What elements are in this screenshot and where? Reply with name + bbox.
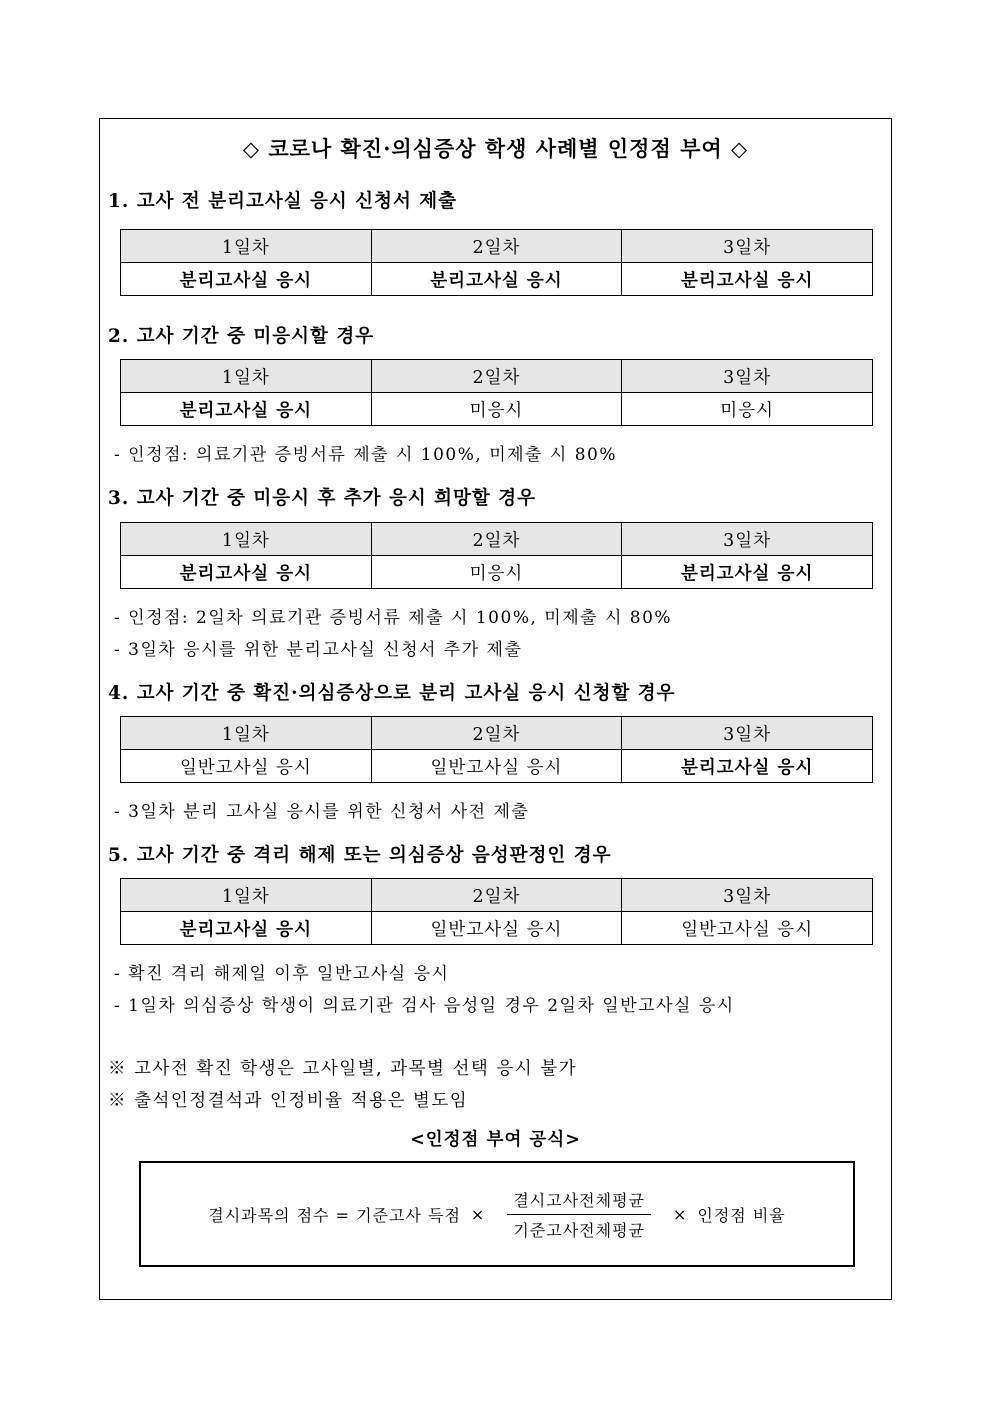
- table-header-row: [121, 717, 873, 750]
- day-1-header: 1일차: [121, 230, 372, 263]
- formula-box: [139, 1161, 855, 1267]
- day-2-value: 일반고사실 응시: [371, 750, 622, 783]
- times-symbol: ×: [672, 1204, 688, 1224]
- day-3-header: 3일차: [622, 717, 873, 750]
- day-3-value: 분리고사실 응시: [622, 750, 873, 783]
- table-header-row: [121, 230, 873, 263]
- formula-lhs: 결시과목의 점수 = 기준고사 득점: [208, 1205, 461, 1225]
- day-3-value: 분리고사실 응시: [622, 556, 873, 589]
- day-3-header: 3일차: [622, 230, 873, 263]
- formula-expression: [141, 1163, 853, 1265]
- section-1-heading: 1. 고사 전 분리고사실 응시 신청서 제출: [108, 191, 458, 212]
- table-value-row: [121, 912, 873, 945]
- section-5-note-1: - 확진 격리 해제일 이후 일반고사실 응시: [114, 964, 450, 984]
- day-1-header: 1일차: [121, 717, 372, 750]
- table-header-row: [121, 879, 873, 912]
- day-1-value: 분리고사실 응시: [121, 912, 372, 945]
- section-2-table: [120, 359, 873, 426]
- section-2-heading: 2. 고사 기간 중 미응시할 경우: [108, 326, 375, 347]
- day-1-header: 1일차: [121, 879, 372, 912]
- table-value-row: [121, 556, 873, 589]
- table-value-row: [121, 263, 873, 296]
- day-3-header: 3일차: [622, 879, 873, 912]
- day-1-value: 분리고사실 응시: [121, 393, 372, 426]
- formula-title: <인정점 부여 공식>: [410, 1130, 581, 1150]
- remark-2: ※ 출석인정결석과 인정비율 적용은 별도임: [108, 1091, 469, 1111]
- section-5-table: [120, 878, 873, 945]
- times-symbol: ×: [470, 1204, 486, 1224]
- section-4-note-1: - 3일차 분리 고사실 응시를 위한 신청서 사전 제출: [114, 802, 530, 822]
- section-3-note-1: - 인정점: 2일차 의료기관 증빙서류 제출 시 100%, 미제출 시 80%: [114, 608, 673, 628]
- section-5-note-2: - 1일차 의심증상 학생이 의료기관 검사 음성일 경우 2일차 일반고사실 응시: [114, 996, 735, 1016]
- day-1-value: 일반고사실 응시: [121, 750, 372, 783]
- table-header-row: [121, 523, 873, 556]
- section-5-heading: 5. 고사 기간 중 격리 해제 또는 의심증상 음성판정인 경우: [108, 845, 612, 866]
- day-1-header: 1일차: [121, 523, 372, 556]
- table-value-row: [121, 750, 873, 783]
- day-2-header: 2일차: [371, 523, 622, 556]
- day-1-value: 분리고사실 응시: [121, 556, 372, 589]
- day-3-header: 3일차: [622, 523, 873, 556]
- day-2-value: 미응시: [371, 393, 622, 426]
- day-3-value: 분리고사실 응시: [622, 263, 873, 296]
- notice-frame: [99, 118, 892, 1300]
- day-2-header: 2일차: [371, 879, 622, 912]
- section-4-heading: 4. 고사 기간 중 확진·의심증상으로 분리 고사실 응시 신청할 경우: [108, 683, 676, 704]
- day-2-header: 2일차: [371, 360, 622, 393]
- remark-1: ※ 고사전 확진 학생은 고사일별, 과목별 선택 응시 불가: [108, 1059, 578, 1079]
- page-title: ◇ 코로나 확진·의심증상 학생 사례별 인정점 부여 ◇: [242, 136, 749, 161]
- day-3-header: 3일차: [622, 360, 873, 393]
- section-4-table: [120, 716, 873, 783]
- day-1-header: 1일차: [121, 360, 372, 393]
- day-2-header: 2일차: [371, 230, 622, 263]
- section-1-table: [120, 229, 873, 296]
- day-3-value: 미응시: [622, 393, 873, 426]
- section-3-heading: 3. 고사 기간 중 미응시 후 추가 응시 희망할 경우: [108, 488, 536, 509]
- day-2-value: 미응시: [371, 556, 622, 589]
- formula-fraction: [507, 1188, 651, 1241]
- table-value-row: [121, 393, 873, 426]
- day-3-value: 일반고사실 응시: [622, 912, 873, 945]
- day-2-value: 일반고사실 응시: [371, 912, 622, 945]
- day-2-value: 분리고사실 응시: [371, 263, 622, 296]
- section-3-note-2: - 3일차 응시를 위한 분리고사실 신청서 추가 제출: [114, 640, 523, 660]
- table-header-row: [121, 360, 873, 393]
- fraction-denominator: 기준고사전체평균: [513, 1220, 645, 1240]
- day-2-header: 2일차: [371, 717, 622, 750]
- day-1-value: 분리고사실 응시: [121, 263, 372, 296]
- fraction-numerator: 결시고사전체평균: [507, 1188, 651, 1215]
- section-3-table: [120, 522, 873, 589]
- section-2-note-1: - 인정점: 의료기관 증빙서류 제출 시 100%, 미제출 시 80%: [114, 445, 617, 465]
- formula-rhs: 인정점 비율: [697, 1205, 786, 1225]
